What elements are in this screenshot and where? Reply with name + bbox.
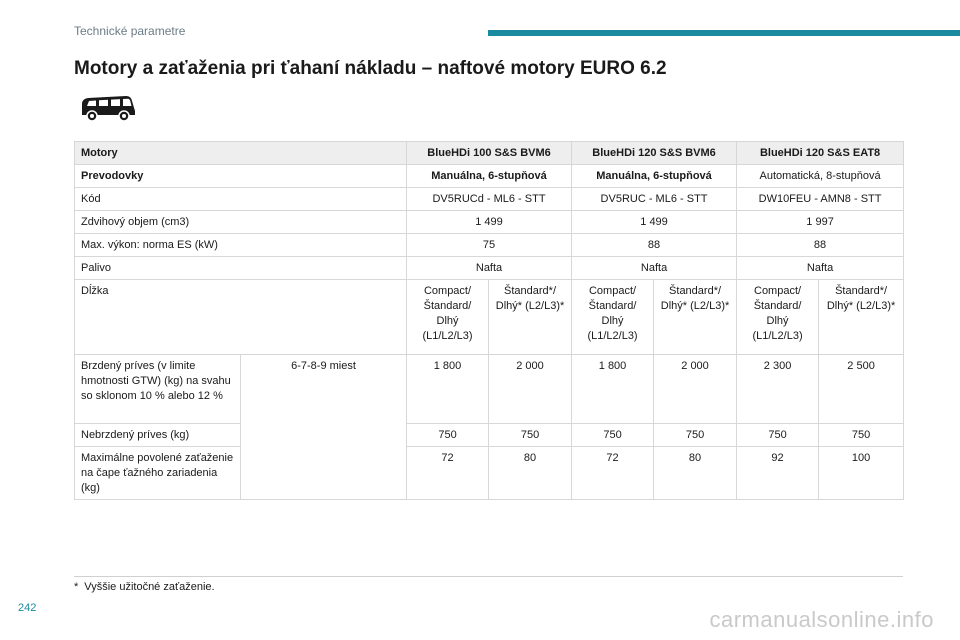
braked-trailer-row bbox=[75, 355, 904, 424]
row-label: Dĺžka bbox=[75, 280, 407, 355]
table-cell: Nafta bbox=[407, 257, 572, 280]
footnote-mark: * bbox=[74, 581, 79, 593]
footnote-divider bbox=[74, 576, 903, 577]
engine-specs-table bbox=[74, 141, 904, 500]
table-cell: Nafta bbox=[737, 257, 904, 280]
table-cell: DV5RUC - ML6 - STT bbox=[572, 188, 737, 211]
table-cell: 750 bbox=[489, 424, 572, 447]
table-cell: DW10FEU - AMN8 - STT bbox=[737, 188, 904, 211]
table-cell: Automatická, 8-stupňová bbox=[737, 165, 904, 188]
table-cell: Compact/ Štandard/ Dlhý (L1/L2/L3) bbox=[572, 280, 654, 355]
coupling-load-row bbox=[75, 447, 904, 500]
seats-cell: 6-7-8-9 miest bbox=[241, 355, 407, 500]
row-label: Kód bbox=[75, 188, 407, 211]
table-cell: DV5RUCd - ML6 - STT bbox=[407, 188, 572, 211]
table-cell: 750 bbox=[407, 424, 489, 447]
table-cell: 80 bbox=[489, 447, 572, 500]
header-row bbox=[75, 142, 904, 165]
row-label: Max. výkon: norma ES (kW) bbox=[75, 234, 407, 257]
table-cell: Compact/ Štandard/ Dlhý (L1/L2/L3) bbox=[407, 280, 489, 355]
table-cell: 1 800 bbox=[572, 355, 654, 424]
row-label: Zdvihový objem (cm3) bbox=[75, 211, 407, 234]
table-cell: 100 bbox=[819, 447, 904, 500]
table-cell: 1 997 bbox=[737, 211, 904, 234]
watermark: carmanualsonline.info bbox=[709, 607, 934, 632]
table-cell: 2 500 bbox=[819, 355, 904, 424]
row-label: Brzdený príves (v limite hmotnosti GTW) (kg) na svahu so sklonom 10 % alebo 12 % bbox=[75, 355, 241, 424]
row-label: Maximálne povolené zaťaženie na čape ťažného zariadenia (kg) bbox=[75, 447, 241, 500]
engine-name: BlueHDi 120 S&S EAT8 bbox=[737, 142, 904, 165]
row-label: Motory bbox=[75, 142, 407, 165]
table-cell: 80 bbox=[654, 447, 737, 500]
table-cell: 1 499 bbox=[407, 211, 572, 234]
table-cell: Nafta bbox=[572, 257, 737, 280]
table-cell: Štandard*/ Dlhý* (L2/L3)* bbox=[819, 280, 904, 355]
footnote-text: Vyššie užitočné zaťaženie. bbox=[84, 581, 215, 593]
table-cell: 2 300 bbox=[737, 355, 819, 424]
table-cell: 750 bbox=[819, 424, 904, 447]
section-accent-bar bbox=[488, 30, 960, 36]
power-row bbox=[75, 234, 904, 257]
engine-name: BlueHDi 100 S&S BVM6 bbox=[407, 142, 572, 165]
length-row bbox=[75, 280, 904, 355]
row-label: Prevodovky bbox=[75, 165, 407, 188]
table-cell: Štandard*/ Dlhý* (L2/L3)* bbox=[489, 280, 572, 355]
page-number: 242 bbox=[18, 602, 37, 614]
table-cell: 2 000 bbox=[654, 355, 737, 424]
row-label: Palivo bbox=[75, 257, 407, 280]
page-title: Motory a zaťaženia pri ťahaní nákladu – naftové motory EURO 6.2 bbox=[74, 58, 667, 79]
table-cell: 1 499 bbox=[572, 211, 737, 234]
table-cell: 75 bbox=[407, 234, 572, 257]
table-cell: 750 bbox=[737, 424, 819, 447]
fuel-row bbox=[75, 257, 904, 280]
row-label: Nebrzdený príves (kg) bbox=[75, 424, 241, 447]
table-cell: Manuálna, 6-stupňová bbox=[407, 165, 572, 188]
table-cell: 2 000 bbox=[489, 355, 572, 424]
table-cell: 72 bbox=[572, 447, 654, 500]
table-cell: 92 bbox=[737, 447, 819, 500]
table-cell: Štandard*/ Dlhý* (L2/L3)* bbox=[654, 280, 737, 355]
code-row bbox=[75, 188, 904, 211]
table-cell: Manuálna, 6-stupňová bbox=[572, 165, 737, 188]
footnote bbox=[74, 581, 215, 593]
section-label: Technické parametre bbox=[74, 24, 186, 38]
van-icon bbox=[80, 93, 136, 123]
gearbox-row bbox=[75, 165, 904, 188]
displacement-row bbox=[75, 211, 904, 234]
table-cell: 88 bbox=[572, 234, 737, 257]
unbraked-trailer-row bbox=[75, 424, 904, 447]
table-cell: 88 bbox=[737, 234, 904, 257]
engine-name: BlueHDi 120 S&S BVM6 bbox=[572, 142, 737, 165]
table-cell: Compact/ Štandard/ Dlhý (L1/L2/L3) bbox=[737, 280, 819, 355]
table-cell: 72 bbox=[407, 447, 489, 500]
table-cell: 1 800 bbox=[407, 355, 489, 424]
table-cell: 750 bbox=[654, 424, 737, 447]
table-cell: 750 bbox=[572, 424, 654, 447]
